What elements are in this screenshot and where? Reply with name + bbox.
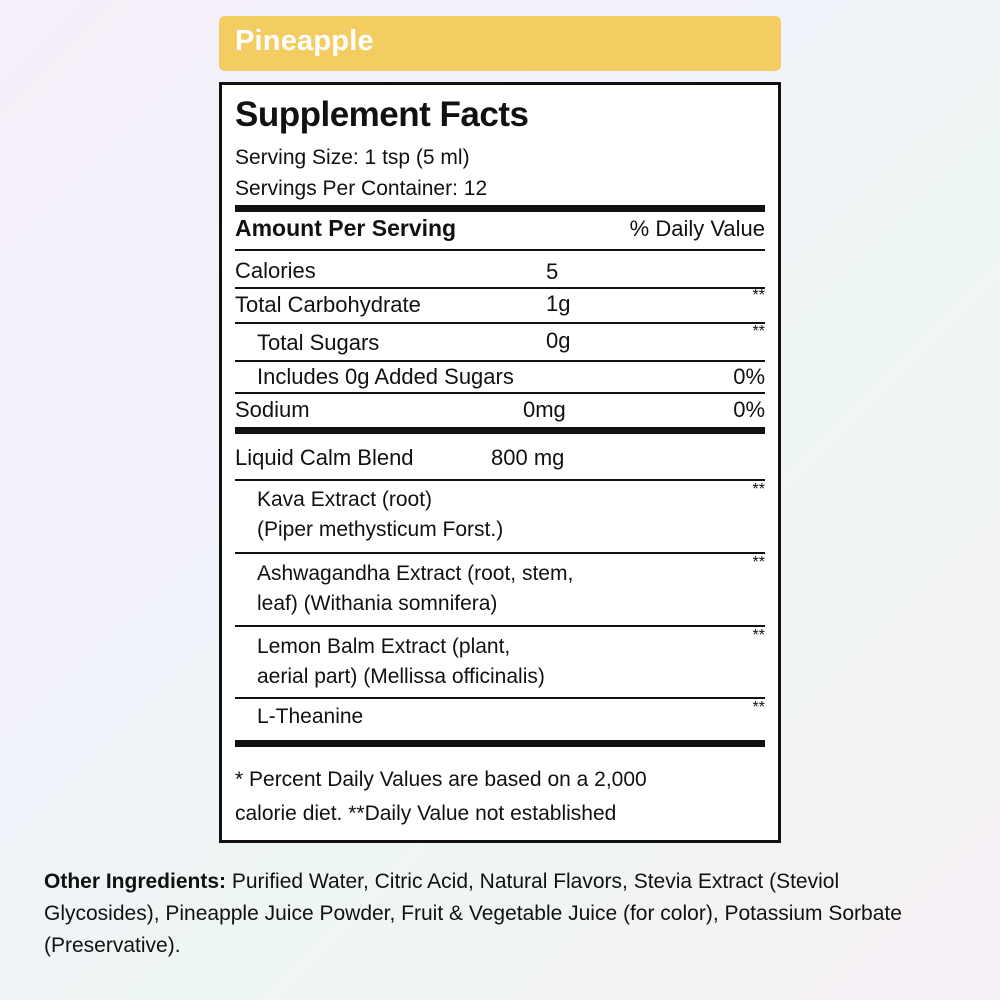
ingredient-detail: (Piper methysticum Forst.): [257, 518, 504, 541]
ingredient-detail: aerial part) (Mellissa officinalis): [257, 665, 545, 688]
nutrient-dv-total-sugars: **: [752, 323, 765, 340]
nutrient-label-calories: Calories: [235, 258, 316, 283]
nutrient-label-added-sugars: Includes 0g Added Sugars: [257, 364, 514, 389]
rule-thick-mid: [235, 427, 765, 434]
rule-row: [235, 625, 765, 627]
footnote: [235, 763, 755, 831]
ingredient-dv-ashwagandha: **: [752, 554, 765, 571]
rule-row: [235, 287, 765, 289]
nutrient-dv-carbohydrate: **: [752, 287, 765, 304]
ingredient-dv-kava: **: [752, 481, 765, 498]
servings-per-container: Servings Per Container: 12: [235, 177, 488, 200]
ingredient-lemon-balm: [257, 632, 545, 692]
nutrient-dv-added-sugars: 0%: [733, 364, 765, 389]
rule-row: [235, 697, 765, 699]
ingredient-ashwagandha: [257, 559, 573, 619]
ingredient-l-theanine: [257, 702, 363, 732]
flavor-banner: [219, 16, 781, 71]
nutrient-label-total-sugars: Total Sugars: [257, 330, 380, 355]
other-ingredients-text: Purified Water, Citric Acid, Natural Flavors, Stevia Extract (Steviol Glycosides), Pineapple Juice Powder, Fruit & Vegetable Juice (for color), Potassium Sorbate (Preservative).: [44, 870, 902, 957]
footnote-line: * Percent Daily Values are based on a 2,000: [235, 768, 647, 791]
nutrient-dv-sodium: 0%: [733, 397, 765, 422]
ingredient-name: Ashwagandha Extract (root, stem,: [257, 562, 574, 585]
nutrient-amount-carbohydrate: 1g: [546, 291, 571, 316]
blend-amount: 800 mg: [491, 445, 565, 470]
footnote-line: calorie diet. **Daily Value not established: [235, 802, 617, 825]
rule-header: [235, 249, 765, 251]
flavor-title: Pineapple: [235, 25, 374, 57]
nutrient-amount-total-sugars: 0g: [546, 328, 571, 353]
ingredient-name: Kava Extract (root): [257, 488, 433, 511]
ingredient-dv-lemon-balm: **: [752, 627, 765, 644]
rule-row: [235, 552, 765, 554]
rule-row: [235, 360, 765, 362]
other-ingredients: [44, 866, 944, 962]
serving-size: Serving Size: 1 tsp (5 ml): [235, 146, 470, 169]
nutrient-label-sodium: Sodium: [235, 397, 310, 422]
daily-value-header: % Daily Value: [629, 216, 765, 241]
supplement-facts-panel: [219, 82, 781, 843]
blend-label: Liquid Calm Blend: [235, 445, 414, 470]
nutrient-amount-sodium: 0mg: [523, 397, 566, 422]
ingredient-name: Lemon Balm Extract (plant,: [257, 635, 511, 658]
nutrient-amount-calories: 5: [546, 259, 559, 284]
nutrient-label-carbohydrate: Total Carbohydrate: [235, 292, 421, 317]
amount-per-serving-header: Amount Per Serving: [235, 215, 457, 241]
ingredient-detail: leaf) (Withania somnifera): [257, 592, 498, 615]
ingredient-dv-l-theanine: **: [752, 699, 765, 716]
rule-thick-top: [235, 205, 765, 212]
ingredient-kava: [257, 485, 503, 545]
facts-title: Supplement Facts: [235, 95, 529, 134]
other-ingredients-label: Other Ingredients:: [44, 870, 227, 893]
rule-row: [235, 322, 765, 324]
rule-row: [235, 479, 765, 481]
ingredient-name: L-Theanine: [257, 705, 364, 728]
rule-thick-bottom: [235, 740, 765, 747]
rule-row: [235, 392, 765, 394]
